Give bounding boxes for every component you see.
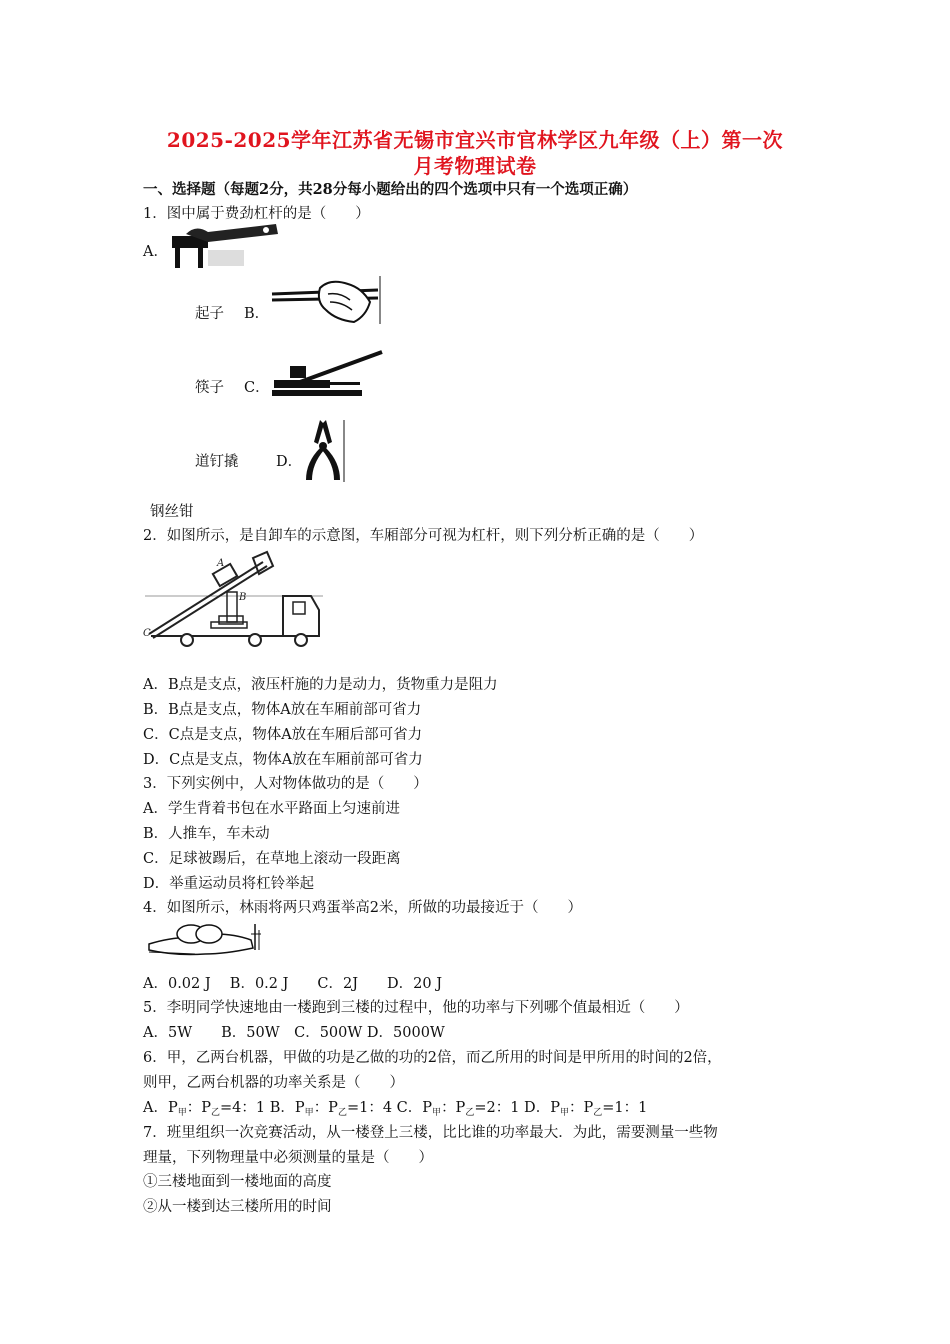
q6-a-ratio: =4：1 bbox=[220, 1100, 266, 1116]
subscript-jia: 甲 bbox=[432, 1108, 442, 1118]
q6-opt-d: D．P bbox=[519, 1100, 560, 1116]
q7-stem-line2: 理量，下列物理量中必须测量的量是（ ） bbox=[143, 1150, 433, 1166]
q7-item-1: ①三楼地面到一楼地面的高度 bbox=[143, 1174, 332, 1190]
subscript-jia: 甲 bbox=[177, 1108, 187, 1118]
q2-option-a: A．B点是支点，液压杆施的力是动力，货物重力是阻力 bbox=[143, 677, 498, 693]
crowbar-figure bbox=[270, 348, 384, 404]
q1-stem: 1．图中属于费劲杠杆的是（ ） bbox=[143, 206, 370, 222]
q6-options bbox=[143, 1098, 647, 1120]
q2-option-b: B．B点是支点，物体A放在车厢前部可省力 bbox=[143, 702, 422, 718]
q7-stem-line1: 7．班里组织一次竞赛活动，从一楼登上三楼，比比谁的功率最大．为此，需要测量一些物 bbox=[143, 1125, 718, 1141]
q6-d-ratio: =1：1 bbox=[602, 1100, 648, 1116]
q2-option-d: D．C点是支点，物体A放在车厢前部可省力 bbox=[143, 752, 423, 768]
q6-opt-b: B．P bbox=[265, 1100, 305, 1116]
q3-option-a: A．学生背着书包在水平路面上匀速前进 bbox=[143, 801, 400, 817]
colon-p: ：P bbox=[568, 1100, 594, 1116]
q6-stem-line1: 6．甲，乙两台机器，甲做的功是乙做的功的2倍，而乙所用的时间是甲所用的时间的2倍， bbox=[143, 1050, 722, 1066]
point-c-label: C bbox=[143, 628, 151, 639]
q4-stem: 4．如图所示，林雨将两只鸡蛋举高2米，所做的功最接近于（ ） bbox=[143, 900, 582, 916]
subscript-yi: 乙 bbox=[337, 1108, 347, 1118]
q2-stem: 2．如图所示，是自卸车的示意图，车厢部分可视为杠杆，则下列分析正确的是（ ） bbox=[143, 528, 704, 544]
q6-stem-line2: 则甲，乙两台机器的功率关系是（ ） bbox=[143, 1075, 404, 1091]
dump-truck-figure bbox=[143, 550, 325, 650]
q1-option-c-label: C． bbox=[244, 380, 270, 396]
exam-title-line2: 月考物理试卷 bbox=[413, 154, 537, 178]
eggs-in-hand-figure bbox=[145, 920, 263, 960]
colon-p: ：P bbox=[313, 1100, 338, 1116]
q1-option-c-name: 道钉撬 bbox=[195, 454, 239, 470]
point-a-label: A bbox=[217, 558, 225, 569]
subscript-jia: 甲 bbox=[559, 1108, 569, 1118]
exam-title-line1: 2025-2025学年江苏省无锡市宜兴市官林学区九年级（上）第一次 bbox=[166, 128, 784, 152]
q3-option-c: C．足球被踢后，在草地上滚动一段距离 bbox=[143, 851, 401, 867]
q4-options: A．0.02 J B．0.2 J C．2J D．20 J bbox=[143, 976, 443, 992]
q1-option-d-name: 钢丝钳 bbox=[150, 504, 194, 520]
q3-option-d: D．举重运动员将杠铃举起 bbox=[143, 876, 315, 892]
chopsticks-hand-figure bbox=[270, 272, 382, 326]
q1-option-b-name: 筷子 bbox=[195, 380, 224, 396]
pliers-figure bbox=[300, 418, 346, 484]
bottle-opener-figure bbox=[168, 222, 280, 270]
q1-option-a-label: A． bbox=[143, 244, 168, 260]
colon-p: ：P bbox=[441, 1100, 466, 1116]
q1-option-d-label: D． bbox=[276, 454, 303, 470]
q3-stem: 3．下列实例中，人对物体做功的是（ ） bbox=[143, 776, 428, 792]
q1-option-a-name: 起子 bbox=[195, 306, 224, 322]
q7-item-2: ②从一楼到达三楼所用的时间 bbox=[143, 1199, 332, 1215]
subscript-yi: 乙 bbox=[465, 1108, 475, 1118]
q2-option-c: C．C点是支点，物体A放在车厢后部可省力 bbox=[143, 727, 423, 743]
subscript-yi: 乙 bbox=[211, 1108, 221, 1118]
q5-stem: 5．李明同学快速地由一楼跑到三楼的过程中，他的功率与下列哪个值最相近（ ） bbox=[143, 1000, 689, 1016]
q6-c-ratio: =2：1 bbox=[474, 1100, 520, 1116]
q5-options: A．5W B．50W C．500W D．5000W bbox=[143, 1025, 445, 1041]
q3-option-b: B．人推车，车未动 bbox=[143, 826, 270, 842]
point-b-label: B bbox=[239, 592, 247, 603]
section-heading-choice: 一、选择题（每题2分，共28分每小题给出的四个选项中只有一个选项正确） bbox=[143, 181, 638, 198]
q6-opt-c: C．P bbox=[392, 1100, 433, 1116]
q6-opt-a: A．P bbox=[143, 1100, 178, 1116]
q1-option-b-label: B． bbox=[244, 306, 270, 322]
subscript-yi: 乙 bbox=[593, 1108, 603, 1118]
subscript-jia: 甲 bbox=[304, 1108, 314, 1118]
q6-b-ratio: =1：4 bbox=[346, 1100, 393, 1116]
colon-p: ：P bbox=[186, 1100, 212, 1116]
